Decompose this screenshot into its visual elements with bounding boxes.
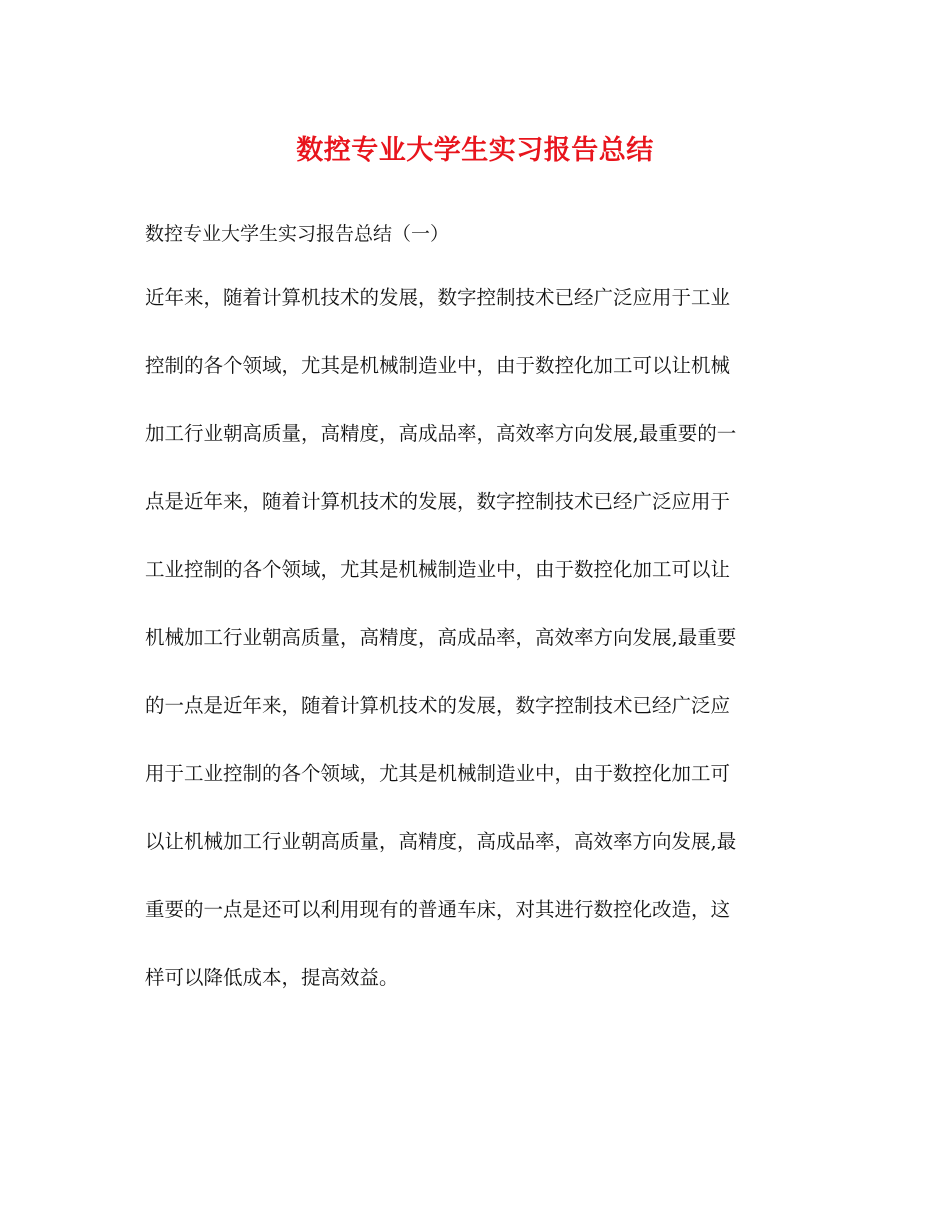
body-line: 机械加工行业朝高质量，高精度，高成品率，高效率方向发展,最重要 bbox=[145, 626, 737, 649]
body-paragraph bbox=[145, 280, 810, 1028]
body-line: 控制的各个领域，尤其是机械制造业中，由于数控化加工可以让机械 bbox=[145, 354, 731, 377]
body-line: 的一点是近年来，随着计算机技术的发展，数字控制技术已经广泛应 bbox=[145, 694, 731, 717]
body-line: 近年来，随着计算机技术的发展，数字控制技术已经广泛应用于工业 bbox=[145, 286, 731, 309]
body-line: 以让机械加工行业朝高质量，高精度，高成品率，高效率方向发展,最 bbox=[145, 830, 737, 853]
body-line: 用于工业控制的各个领域，尤其是机械制造业中，由于数控化加工可 bbox=[145, 762, 731, 785]
body-line: 工业控制的各个领域，尤其是机械制造业中，由于数控化加工可以让 bbox=[145, 558, 731, 581]
section-heading: 数控专业大学生实习报告总结（一） bbox=[145, 223, 450, 245]
body-line: 重要的一点是还可以利用现有的普通车床，对其进行数控化改造，这 bbox=[145, 898, 731, 921]
body-line: 点是近年来，随着计算机技术的发展，数字控制技术已经广泛应用于 bbox=[145, 490, 731, 513]
body-line: 加工行业朝高质量，高精度，高成品率，高效率方向发展,最重要的一 bbox=[145, 422, 737, 445]
document-title: 数控专业大学生实习报告总结 bbox=[296, 135, 654, 166]
body-line: 样可以降低成本，提高效益。 bbox=[145, 966, 399, 989]
